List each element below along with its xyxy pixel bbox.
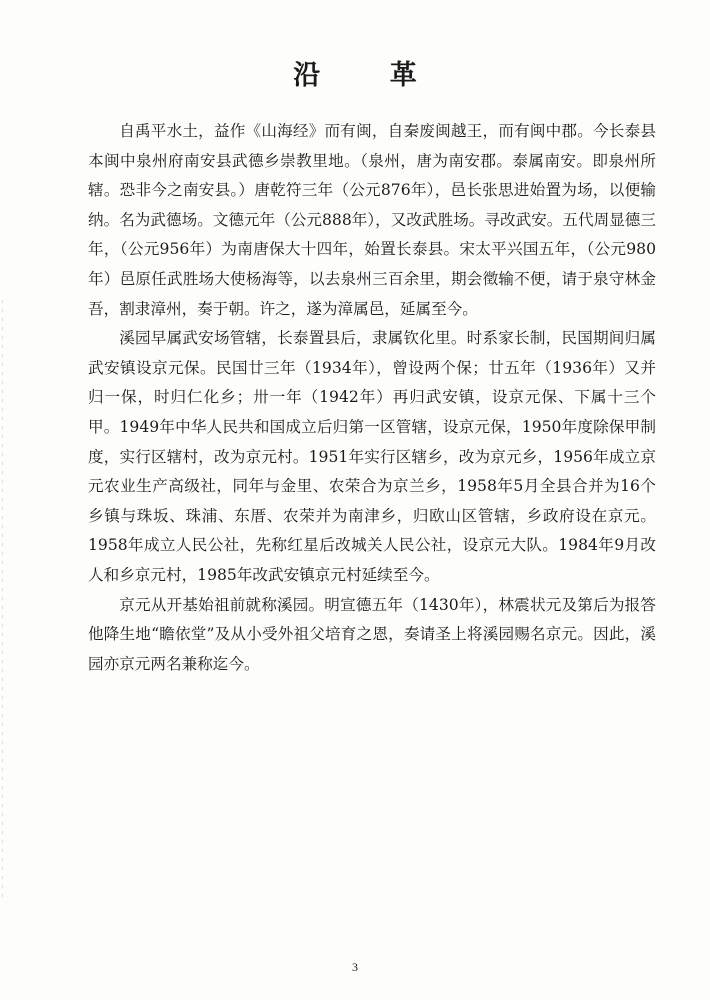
paragraph-name-origin: 京元从开基始祖前就称溪园。明宣德五年（1430年），林震状元及第后为报答他降生地“瞻依堂”及从小受外祖父培育之恩，奏请圣上将溪园赐名京元。因此，溪园亦京元两名兼称迄今。 xyxy=(88,595,656,673)
paragraph-history-origin: 自禹平水土，益作《山海经》而有闽，自秦废闽越王，而有闽中郡。今长泰县本闽中泉州府南安县武德乡崇教里地。（泉州，唐为南安郡。泰属南安。即泉州所辖。恐非今之南安县。）唐乾符三年（公元876年），邑长张思进始置为场，以便输纳。名为武德场。文德元年（公元888年），又改武胜场。寻改武安。五代周显德三年，（公元956年）为南唐保大十四年，始置长泰县。宋太平兴国五年，（公元980年）邑原任武胜场大使杨海等，以去泉州三百余里，期会徵输不便，请于泉守林金吾，割隶漳州，奏于朝。许之，遂为漳属邑，延属至今。 xyxy=(88,122,656,318)
page-number: 3 xyxy=(352,960,358,974)
scan-edge-artifact xyxy=(2,300,3,900)
document-body xyxy=(88,117,656,679)
page-title: 沿 革 xyxy=(293,60,447,91)
paragraph-administration: 溪园早属武安场管辖，长泰置县后，隶属钦化里。时系家长制，民国期间归属武安镇设京元保。民国廿三年（1934年），曾设两个保；廿五年（1936年）又并归一保，时归仁化乡；卅一年（1942年）再归武安镇，设京元保、下属十三个甲。1949年中华人民共和国成立后归第一区管辖，设京元保，1950年度除保甲制度，实行区辖村，改为京元村。1951年实行区辖乡，改为京元乡，1956年成立京元农业生产高级社，同年与金里、农荣合为京兰乡，1958年5月全县合并为16个乡镇与珠坂、珠浦、东厝、农荣并为南津乡，归欧山区管辖，乡政府设在京元。1958年成立人民公社，先称红星后改城关人民公社，设京元大队。1984年9月改人和乡京元村，1985年改武安镇京元村延续至今。 xyxy=(88,329,656,584)
